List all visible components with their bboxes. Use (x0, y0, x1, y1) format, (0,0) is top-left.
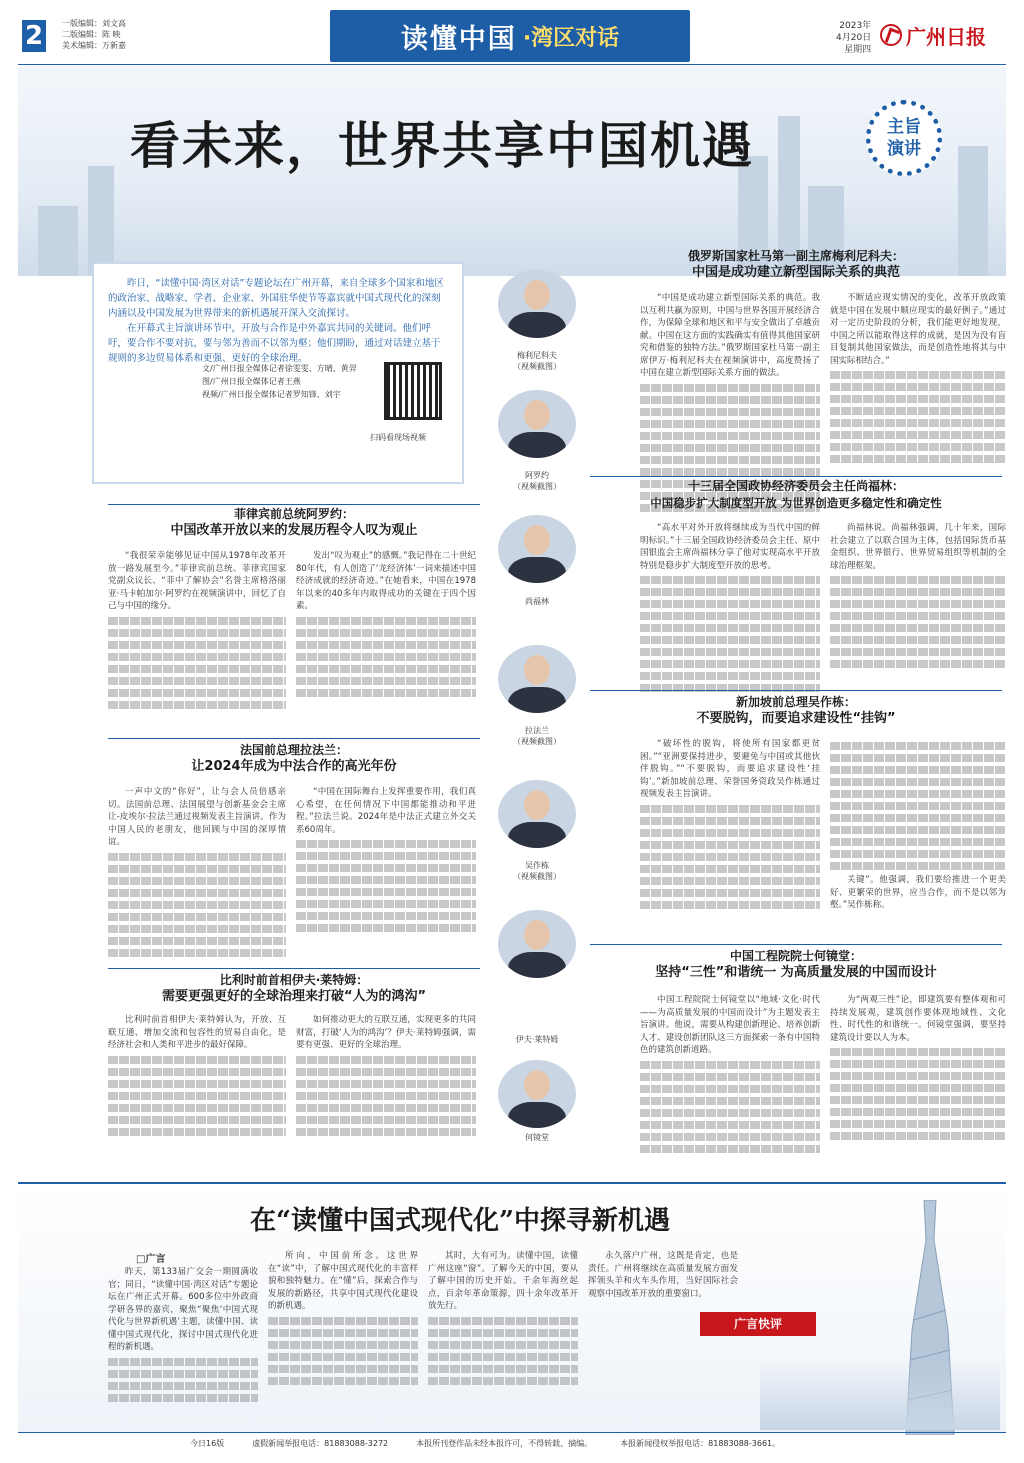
portrait-caption: 尚福林 (525, 597, 549, 606)
portrait-caption: 何镜堂 (525, 1133, 549, 1142)
credit-line: 图/广州日报全媒体记者王燕 (202, 377, 301, 386)
portrait-photo (498, 1060, 576, 1128)
lead-paragraph: 在开幕式主旨演讲环节中，开放与合作是中外嘉宾共同的关键词。他们呼吁，要合作不要对抗，要与邻为善而不以邻为壑；他们期盼，通过对话建立基于规则的多边贸易体系和更强、更好的全球治理。 (108, 323, 441, 364)
portrait-photo (498, 780, 576, 848)
newspaper-logo (880, 22, 1006, 48)
footer-news-report: 本报新闻侵权举报电话：81883088-3661。 (620, 1439, 781, 1448)
paragraph: “我很荣幸能够见证中国从1978年改革开放一路发展至今。”菲律宾前总统、菲律宾国家党副众议长、“菲中了解协会”名誉主席格洛丽亚·马卡帕加尔·阿罗约在视频演讲中，回忆了自己与中国的缘分。 (108, 551, 286, 611)
quick-comment-badge: 广言快评 (700, 1312, 816, 1336)
speaker-title: 法国前总理拉法兰： (239, 743, 348, 757)
paragraph: 比利时前首相伊夫·莱特姆认为，开放、互联互通、增加交流和包容性的贸易自由化，是经济社会和人类和平进步的最好保障。 (108, 1015, 286, 1050)
date-year: 2023年 (839, 21, 872, 31)
portrait-photo (498, 645, 576, 713)
article-column (268, 1250, 418, 1389)
section-banner (330, 10, 690, 62)
credit-line: 文/广州日报全媒体记者徐雯雯、方晴、黄羿 (202, 364, 357, 373)
section-france (108, 742, 480, 776)
footer-report-phone: 虚假新闻举报电话：81883088-3272 (252, 1439, 389, 1448)
qr-code-icon[interactable] (384, 362, 442, 420)
speaker-title: 十三届全国政协经济委员会主任尚福林： (687, 479, 904, 493)
article-column (830, 522, 1006, 672)
article-column (108, 1014, 286, 1140)
article-column (108, 550, 286, 713)
paragraph: “高水平对外开放将继续成为当代中国的鲜明标识。”十三届全国政协经济委员会主任、原中国银监会主席尚福林分享了他对实现高水平开放特别是稳步扩大制度型开放的思考。 (640, 523, 820, 571)
section-russia (590, 248, 1002, 282)
portrait-photo (498, 390, 576, 458)
paragraph: 发出“叹为观止”的感慨。”我记得在二十世纪80年代，有人创造了‘龙经济体’一词来描述中国经济成就的经济奇迹。”在她看来，中国在1978年以来的40多年内取得成功的关键在于四个因素。 (296, 551, 476, 611)
section-rule (590, 690, 1002, 691)
paragraph: 一声中文的“你好”，让与会人员倍感亲切。法国前总理、法国展望与创新基金会主席让-皮埃尔·拉法兰通过视频发表主旨演讲。作为中国人民的老朋友，他回顾与中国的深厚情谊。 (108, 787, 286, 847)
portrait-caption: 伊夫·莱特姆 (515, 1035, 559, 1044)
footer-rule (18, 1432, 1006, 1433)
paragraph: 不断适应现实情况的变化，改革开放政策就是中国在发展中顺应现实的最好例子。”通过对一定历史阶段的分析，我们能更好地发现，中国之所以能取得这样的成就，是因为没有盲目复制其他国家做法，而是创造性地将其与中国实际相结合。” (830, 293, 1006, 366)
editor-line: 一版编辑：刘文高 (62, 19, 126, 28)
speaker-title: 俄罗斯国家杜马第一副主席梅利尼科夫： (687, 249, 904, 263)
lead-paragraph: 昨日，“读懂中国·湾区对话”专题论坛在广州开幕，来自全球多个国家和地区的政治家、战略家、学者、企业家、外国驻华使节等嘉宾就中国式现代化的深刻内涵以及中国发展为世界带来的新机遇展开深入交流探讨。 (108, 278, 444, 319)
header-rule (18, 64, 1006, 65)
editor-line: 二版编辑：陈 映 (62, 30, 121, 39)
section-belgium (108, 972, 480, 1006)
section-rule (108, 504, 480, 505)
page-headline: 看未来，世界共享中国机遇 (130, 116, 754, 175)
editors-list (62, 18, 126, 51)
page-footer (190, 1438, 1010, 1450)
section-heading: 坚持“三性”和谐统一 为高质量发展的中国而设计 (655, 965, 937, 980)
footer-copyright: 本报所刊登作品未经本报许可，不得转载、摘编。 (416, 1439, 593, 1448)
paragraph: 为“两观三性”论，即建筑要有整体观和可持续发展观，建筑创作要体现地域性、文化性、时代性的和谐统一。何镜堂强调，要坚持建筑设计要以人为本。 (830, 995, 1006, 1043)
article-column (296, 1014, 476, 1140)
article-column (830, 292, 1006, 467)
speaker-title: 比利时前首相伊夫·莱特姆： (219, 973, 369, 987)
byline (202, 362, 357, 401)
commentary-title: 在“读懂中国式现代化”中探寻新机遇 (250, 1206, 670, 1236)
section-cae (590, 948, 1002, 982)
footer-edition: 今日16版 (190, 1439, 225, 1448)
article-column (428, 1250, 578, 1389)
section-singapore (590, 694, 1002, 728)
badge-line: 演讲 (887, 139, 921, 159)
speaker-title: 新加坡前总理吴作栋： (735, 695, 856, 709)
article-column (640, 522, 820, 696)
portrait-photo (498, 270, 576, 338)
banner-sub: ·湾区对话 (522, 25, 620, 51)
section-heading: 中国是成功建立新型国际关系的典范 (691, 265, 900, 280)
section-heading: 中国改革开放以来的发展历程令人叹为观止 (170, 523, 418, 538)
portrait-caption: 拉法兰 （视频截图） (513, 726, 561, 746)
paragraph: “中国是成功建立新型国际关系的典范。我以互利共赢为原则，中国与世界各国开展经济合作，为保障全球和地区和平与安全做出了卓越贡献。中国在这方面的实践确实有值得其他国家研究和借鉴的独特方法。”俄罗斯国家杜马第一副主席伊万·梅利尼科夫在视频演讲中，高度赞扬了中国在建立新型国际关系方面的做法。 (640, 293, 820, 378)
keynote-badge (866, 100, 942, 176)
article-column (588, 1250, 738, 1300)
section-rule (108, 738, 480, 739)
paragraph: 中国工程院院士何镜堂以“地域·文化·时代——为高质量发展的中国而设计”为主题发表主旨演讲。他说，需要从构建创新理论、培养创新人才、建设创新团队这三方面探索一条有中国特色的建筑创新道路。 (640, 995, 820, 1055)
article-column (640, 994, 820, 1157)
article-column (108, 786, 286, 961)
portrait-photo (498, 910, 576, 978)
portrait-caption: 吴作栋 （视频截图） (513, 861, 561, 881)
credit-line: 视频/广州日报全媒体记者罗知锋、刘宇 (202, 390, 341, 399)
issue-date (836, 20, 871, 56)
badge-line: 主旨 (887, 117, 921, 137)
speaker-title: 菲律宾前总统阿罗约： (233, 507, 354, 521)
qr-caption: 扫码看现场视频 (370, 433, 426, 442)
article-column (830, 738, 1006, 912)
skyline-decoration (760, 1360, 1000, 1430)
logo-mark-icon (880, 24, 902, 46)
paragraph: 关键”。他强调，我们要给推进一个更美好、更繁荣的世界，应当合作，而不是以邻为壑。”吴作栋称。 (830, 875, 1006, 910)
paragraph: 昨天，第133届广交会一期圆满收官；同日，“读懂中国·湾区对话”专题论坛在广州正式开幕。600多位中外政商学研各界的嘉宾，聚焦“聚焦‘中国式现代化与世界新机遇’主题，读懂中国、读懂中国式现代化，探讨中国式现代化进程的新机遇。 (108, 1267, 258, 1352)
paragraph: “破坏性的脱钩，将使所有国家都更贫困。”“亚洲要保持进步，要避免与中国或其他伙伴脱钩。”“不要脱钩，而要追求建设性‘挂钩’。”新加坡前总理、荣誉国务资政吴作栋通过视频发表主旨演讲。 (640, 739, 820, 799)
section-rule (590, 476, 1002, 477)
date-day: 4月20日 (836, 33, 872, 43)
paragraph: 永久落户广州，这既是肯定，也是责任。广州将继续在高质量发展方面发挥领头羊和火车头作用，当好国际社会观察中国改革开放的重要窗口。 (588, 1251, 738, 1299)
section-rule (108, 968, 480, 969)
portrait-caption: 阿罗约 （视频截图） (513, 471, 561, 491)
article-column (296, 786, 476, 936)
article-column (296, 550, 476, 701)
article-column (830, 994, 1006, 1144)
banner-main: 读懂中国 (400, 23, 517, 55)
paper-name: 广州日报 (906, 24, 986, 49)
portrait-caption: 梅利尼科夫 （视频截图） (513, 351, 561, 371)
paragraph: 尚福林说。尚福林强调，几十年来，国际社会建立了以联合国为主体，包括国际货币基金组织、世界银行、世界贸易组织等机制的全球治理框架。 (830, 523, 1006, 571)
paragraph: 其时，大有可为。读懂中国，读懂广州这座“窗”。了解今天的中国，要从了解中国的历史开始。千余年海丝起点，百余年革命策源，四十余年改革开放先行。 (428, 1251, 578, 1311)
date-week: 星期四 (844, 45, 872, 55)
page-number: 2 (22, 20, 46, 52)
article-column (108, 1266, 258, 1406)
editor-line: 美术编辑：万新嘉 (62, 41, 126, 50)
section-heading: 不要脱钩，而要追求建设性“挂钩” (696, 711, 896, 726)
commentary-author: □广言 (136, 1254, 166, 1265)
paragraph: “中国在国际舞台上发挥重要作用，我们真心希望，在任何情况下中国都能推动和平进程。”拉法兰说。2024年是中法正式建立外交关系60周年。 (296, 787, 476, 835)
section-heading: 需要更强更好的全球治理来打破“人为的鸿沟” (161, 989, 427, 1004)
section-cppcc (590, 478, 1002, 512)
section-heading: 让2024年成为中法合作的高光年份 (191, 759, 397, 774)
portrait-photo (498, 515, 576, 583)
section-heading: 中国稳步扩大制度型开放 为世界创造更多稳定性和确定性 (650, 496, 942, 510)
paragraph: 如何推动更大的互联互通，实现更多的共同财富，打破‘人为的鸿沟’？伊夫·莱特姆强调，需要有更强、更好的全球治理。 (296, 1015, 476, 1050)
section-philippines (108, 506, 480, 540)
section-rule (590, 944, 1002, 945)
speaker-title: 中国工程院院士何镜堂： (729, 949, 862, 963)
paragraph: 所向，中国前所念。这世界在“读”中，了解中国式现代化的丰富样貌和独特魅力。在“懂”后，探索合作与发展的新路径，共享中国式现代化建设的新机遇。 (268, 1251, 418, 1311)
article-column (640, 738, 820, 913)
